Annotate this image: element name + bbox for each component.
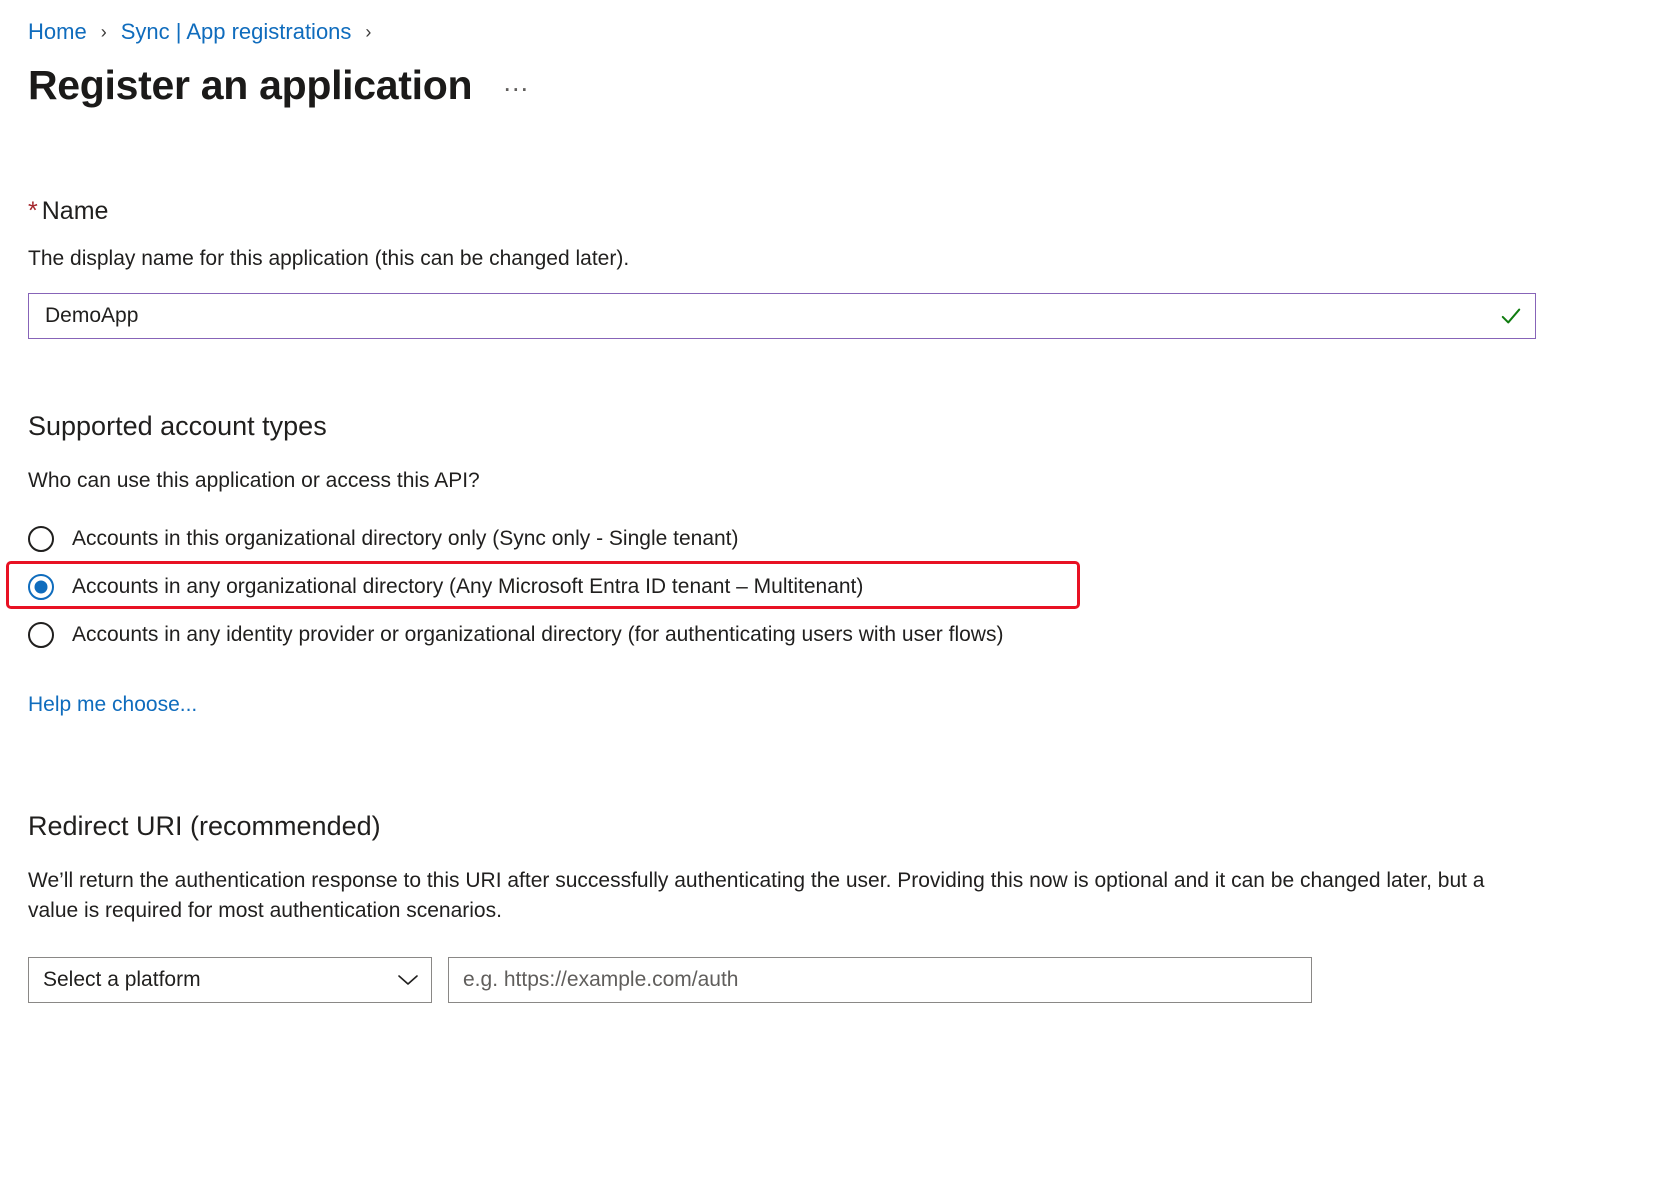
radio-single-tenant-label: Accounts in this organizational directory only (Sync only - Single tenant) — [72, 526, 739, 550]
page-title: Register an application — [28, 62, 473, 108]
help-me-choose-link[interactable]: Help me choose... — [28, 692, 198, 716]
supported-account-types-title: Supported account types — [28, 411, 327, 442]
name-input[interactable] — [28, 293, 1536, 339]
radio-circle-icon-3 — [28, 622, 54, 648]
radio-any-identity-provider-label: Accounts in any identity provider or organizational directory (for authenticating users with user flows) — [72, 622, 1004, 646]
radio-circle-icon — [28, 526, 54, 552]
name-input-wrapper — [28, 293, 1536, 339]
platform-select-wrapper — [28, 957, 432, 1003]
required-marker: * — [28, 197, 38, 225]
more-actions-icon[interactable]: … — [502, 67, 532, 97]
breadcrumb — [28, 0, 1635, 56]
page-header — [28, 62, 1635, 109]
supported-account-types-description: Who can use this application or access this API? — [28, 469, 480, 493]
redirect-uri-section — [28, 811, 1578, 1003]
platform-select[interactable] — [28, 957, 432, 1003]
redirect-uri-controls — [28, 957, 1578, 1003]
breadcrumb-home[interactable]: Home — [28, 19, 87, 44]
redirect-uri-title: Redirect URI (recommended) — [28, 810, 381, 841]
supported-account-types-section — [28, 411, 1578, 716]
registration-form — [28, 197, 1578, 1003]
redirect-uri-description: We’ll return the authentication response to this URI after successfully authenticating the user. Providing this now is optional and it can be changed later, but a value is required for most authentication scenarios. — [28, 868, 1485, 923]
breadcrumb-app-registrations[interactable]: Sync | App registrations — [120, 19, 352, 44]
name-field-group — [28, 197, 1578, 339]
name-label — [28, 197, 1578, 226]
account-type-radio-group — [28, 515, 1578, 659]
radio-circle-selected-icon — [28, 574, 54, 600]
redirect-uri-input-wrapper — [448, 957, 1312, 1003]
radio-single-tenant[interactable] — [28, 515, 1578, 563]
name-label-text: Name — [41, 197, 109, 225]
radio-multitenant[interactable] — [28, 563, 1578, 611]
radio-multitenant-label: Accounts in any organizational directory (Any Microsoft Entra ID tenant – Multitenant) — [72, 574, 864, 598]
redirect-uri-input[interactable] — [448, 957, 1312, 1003]
name-help-text: The display name for this application (this can be changed later). — [28, 247, 630, 270]
radio-any-identity-provider[interactable] — [28, 611, 1578, 659]
chevron-right-icon: › — [100, 21, 107, 42]
chevron-right-icon-2: › — [365, 21, 372, 42]
